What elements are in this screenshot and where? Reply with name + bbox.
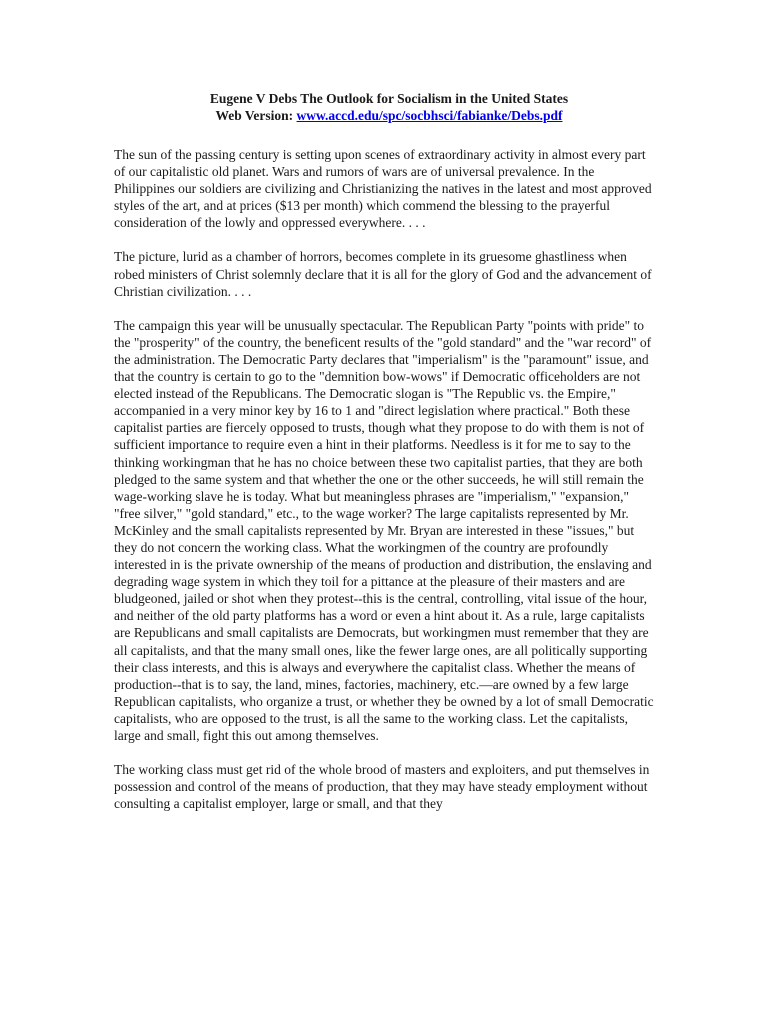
web-version-link[interactable]: www.accd.edu/spc/socbhsci/fabianke/Debs.pdf — [296, 108, 563, 123]
document-body — [114, 146, 654, 812]
paragraph-2: The picture, lurid as a chamber of horrors, becomes complete in its gruesome ghastliness when robed ministers of Christ solemnly declare that it is all for the glory of God and the advancement of Christian civilization. . . . — [114, 249, 652, 299]
paragraph-1: The sun of the passing century is setting upon scenes of extraordinary activity in almost every part of our capitalistic old planet. Wars and rumors of wars are of universal prevalence. In the Philippines our soldiers are civilizing and Christianizing the natives in the latest and most approved styles of the art, and at prices ($13 per month) which commend the blessing to the prayerful consideration of the lowly and oppressed everywhere. . . . — [114, 147, 652, 231]
web-version-label: Web Version: — [215, 108, 294, 123]
web-version-line — [130, 107, 648, 124]
paragraph-3: The campaign this year will be unusually spectacular. The Republican Party "points with pride" to the "prosperity" of the country, the beneficent results of the "gold standard" and the "war record" of the administration. The Democratic Party declares that "imperialism" is the "paramount" issue, and that the country is certain to go to the "demnition bow-wows" if Democratic officeholders are not elected instead of the Republicans. The Democratic slogan is "The Republic vs. the Empire," accompanied in a very minor key by 16 to 1 and "direct legislation where practical." Both these capitalist parties are fiercely opposed to trusts, though what they propose to do with them is not of sufficient importance to require even a hint in their platforms. Needless is it for me to say to the thinking workingman that he has no choice between these two capitalist parties, that they are both pledged to the same system and that whether the one or the other succeeds, he will still remain the wage-working slave he is today. What but meaningless phrases are "imperialism," "expansion," "free silver," "gold standard," etc., to the wage worker? The large capitalists represented by Mr. McKinley and the small capitalists represented by Mr. Bryan are interested in these "issues," but they do not concern the working class. What the workingmen of the country are profoundly interested in is the private ownership of the means of production and distribution, the enslaving and degrading wage system in which they toil for a pittance at the pleasure of their masters and are bludgeoned, jailed or shot when they protest--this is the central, controlling, vital issue of the hour, and neither of the old party platforms has a word or even a hint about it. As a rule, large capitalists are Republicans and small capitalists are Democrats, but workingmen must remember that they are all capitalists, and that the many small ones, like the fewer large ones, are all politically supporting their class interests, and this is always and everywhere the capitalist class. Whether the means of production--that is to say, the land, mines, factories, machinery, etc.—are owned by a few large Republican capitalists, who organize a trust, or whether they be owned by a lot of small Democratic capitalists, who are opposed to the trust, is all the same to the working class. Let the capitalists, large and small, fight this out among themselves. — [114, 317, 654, 743]
paragraph-4: The working class must get rid of the whole brood of masters and exploiters, and put themselves in possession and control of the means of production, that they may have steady employment without consulting a capitalist employer, large or small, and that they — [114, 762, 650, 812]
document-title: Eugene V Debs The Outlook for Socialism in the United States — [209, 91, 569, 106]
document-page — [114, 90, 654, 829]
document-header — [130, 90, 648, 124]
